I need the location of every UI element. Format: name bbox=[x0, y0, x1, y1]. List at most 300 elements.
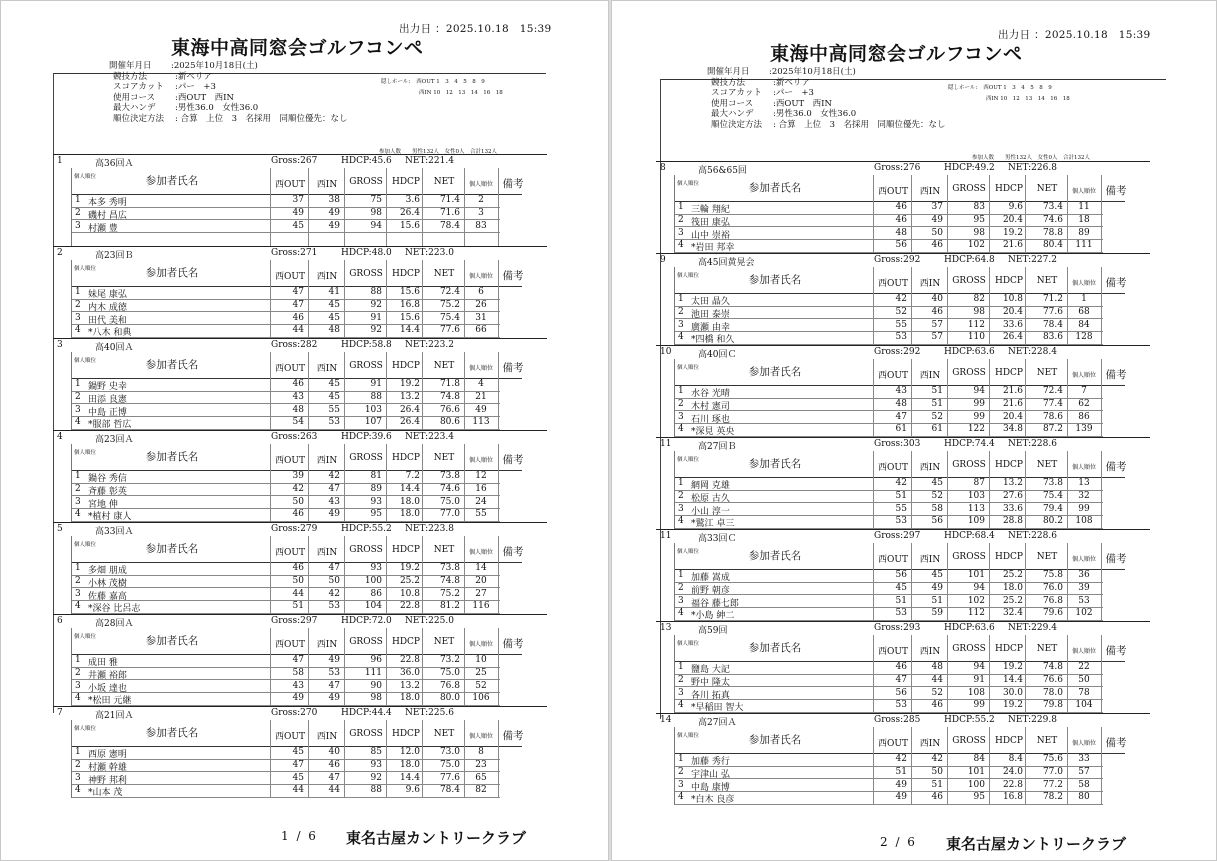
player-net: 77.0 bbox=[1042, 766, 1063, 777]
header-gross: GROSS bbox=[349, 637, 383, 647]
player-name: 各川 拓真 bbox=[691, 690, 730, 701]
team-block bbox=[53, 430, 547, 522]
player-name: 石川 琢也 bbox=[691, 414, 730, 425]
player-index: 1 bbox=[678, 202, 684, 212]
rule-row bbox=[707, 88, 945, 99]
player-net: 76.0 bbox=[1042, 582, 1063, 593]
player-net: 75.0 bbox=[439, 667, 460, 678]
column-divider bbox=[422, 352, 423, 430]
player-out-score: 46 bbox=[895, 662, 907, 672]
player-gross: 93 bbox=[370, 496, 382, 507]
header-player-name: 参加者氏名 bbox=[145, 267, 199, 279]
player-gross: 95 bbox=[973, 214, 985, 225]
team-net: NET:225.0 bbox=[405, 616, 454, 626]
player-row bbox=[72, 220, 500, 234]
player-row bbox=[675, 607, 1103, 621]
player-index: 2 bbox=[75, 299, 81, 310]
player-index: 1 bbox=[75, 471, 81, 481]
header-player-name: 参加者氏名 bbox=[748, 182, 802, 194]
player-gross: 104 bbox=[364, 601, 382, 612]
header-remarks: 備考 bbox=[502, 546, 524, 558]
rule-row bbox=[109, 93, 347, 104]
player-individual-rank: 83 bbox=[475, 220, 487, 231]
player-row bbox=[675, 385, 1103, 399]
rule-value: :男性36.0 女性36.0 bbox=[773, 109, 857, 120]
player-out-score: 42 bbox=[895, 754, 907, 764]
player-individual-rank: 62 bbox=[1078, 398, 1090, 409]
team-net: NET:228.4 bbox=[1008, 347, 1057, 357]
column-headers bbox=[675, 175, 1125, 202]
player-in-score: 51 bbox=[931, 386, 943, 396]
rule-row bbox=[109, 103, 347, 114]
player-net: 77.6 bbox=[439, 325, 460, 336]
player-row bbox=[72, 299, 500, 313]
player-index: 3 bbox=[75, 404, 81, 415]
player-index: 1 bbox=[75, 379, 81, 389]
column-divider bbox=[1101, 175, 1102, 253]
player-net: 73.8 bbox=[1042, 478, 1063, 488]
rule-value: :新ペリア bbox=[175, 71, 212, 82]
player-index: 2 bbox=[75, 667, 81, 678]
player-individual-rank: 23 bbox=[475, 759, 487, 770]
column-divider bbox=[1067, 635, 1068, 713]
player-index: 2 bbox=[678, 214, 684, 225]
rule-value: : 合算 上位 3 名採用 同順位優先：なし bbox=[773, 119, 946, 130]
player-individual-rank: 20 bbox=[475, 575, 487, 586]
column-divider bbox=[270, 168, 271, 246]
column-headers bbox=[675, 267, 1125, 294]
header-player-name: 参加者氏名 bbox=[145, 635, 199, 647]
player-in-score: 57 bbox=[931, 319, 943, 330]
player-hdcp: 13.2 bbox=[399, 680, 420, 691]
player-net: 76.8 bbox=[439, 680, 460, 691]
team-name: 高27回Ｂ bbox=[698, 442, 737, 452]
hidden-holes-row bbox=[948, 83, 1070, 94]
club-name: 東名古屋カントリークラブ bbox=[346, 829, 527, 847]
player-out-score: 46 bbox=[292, 509, 304, 520]
column-divider bbox=[498, 352, 499, 430]
rule-value: :新ペリア bbox=[773, 77, 810, 88]
player-hdcp: 18.0 bbox=[399, 509, 420, 520]
player-hdcp: 36.0 bbox=[399, 667, 420, 678]
team-hdcp: HDCP:48.0 bbox=[341, 248, 392, 258]
team-hdcp: HDCP:49.2 bbox=[944, 163, 995, 173]
player-name: *岩田 邦幸 bbox=[691, 243, 735, 254]
team-hdcp: HDCP:55.2 bbox=[944, 715, 995, 725]
column-divider bbox=[464, 628, 465, 706]
player-out-score: 39 bbox=[292, 471, 304, 481]
player-hdcp: 19.2 bbox=[399, 563, 420, 573]
team-rank: 11 bbox=[660, 531, 672, 541]
player-out-score: 47 bbox=[292, 287, 304, 297]
header-net: NET bbox=[433, 453, 455, 463]
team-header bbox=[656, 715, 1150, 727]
player-individual-rank: 108 bbox=[1075, 516, 1093, 527]
header-west-in: 西IN bbox=[919, 463, 941, 473]
player-out-score: 49 bbox=[895, 779, 907, 790]
player-net: 83.6 bbox=[1042, 332, 1063, 343]
player-row bbox=[675, 661, 1103, 675]
player-name: 網岡 克雄 bbox=[691, 481, 730, 491]
column-headers bbox=[72, 720, 522, 747]
column-divider bbox=[386, 352, 387, 430]
player-in-score: 51 bbox=[931, 779, 943, 790]
player-individual-rank: 68 bbox=[1078, 306, 1090, 317]
player-individual-rank: 104 bbox=[1075, 700, 1093, 711]
team-name: 高56&65回 bbox=[698, 166, 747, 176]
team-name: 高40回Ａ bbox=[95, 343, 134, 353]
header-hdcp: HDCP bbox=[994, 368, 1023, 378]
player-net: 80.4 bbox=[1042, 240, 1063, 251]
player-name: *早稲田 智大 bbox=[691, 703, 744, 714]
player-row bbox=[72, 416, 500, 430]
event-date-row bbox=[707, 67, 945, 78]
player-name: 小林 茂樹 bbox=[88, 578, 127, 589]
player-in-score: 46 bbox=[931, 306, 943, 317]
player-net: 87.2 bbox=[1042, 424, 1063, 435]
player-name: 鍋谷 秀信 bbox=[88, 474, 127, 484]
team-name: 高36回Ａ bbox=[95, 159, 134, 169]
team-block bbox=[656, 529, 1150, 621]
hidden-holes bbox=[948, 83, 1070, 105]
player-net: 71.4 bbox=[439, 195, 460, 205]
header-individual-rank: 個人順位 bbox=[468, 549, 493, 556]
header-player-name: 参加者氏名 bbox=[748, 458, 802, 470]
team-gross: Gross:292 bbox=[874, 255, 921, 265]
column-divider bbox=[344, 260, 345, 338]
column-divider bbox=[989, 727, 990, 805]
player-individual-rank: 27 bbox=[475, 588, 487, 599]
player-in-score: 52 bbox=[931, 411, 943, 422]
player-name: *鷲江 卓三 bbox=[691, 519, 735, 530]
column-divider bbox=[911, 359, 912, 437]
header-gross: GROSS bbox=[349, 545, 383, 555]
player-hdcp: 19.2 bbox=[1002, 227, 1023, 238]
player-hdcp: 9.6 bbox=[1008, 202, 1023, 212]
player-net: 75.0 bbox=[439, 496, 460, 507]
player-gross: 94 bbox=[370, 220, 382, 231]
column-divider bbox=[344, 536, 345, 614]
header-hdcp: HDCP bbox=[391, 269, 420, 279]
team-header bbox=[53, 156, 547, 168]
team-net: NET:228.6 bbox=[1008, 531, 1057, 541]
player-index: 2 bbox=[678, 674, 684, 685]
header-west-out: 西OUT bbox=[275, 272, 305, 282]
player-net: 72.4 bbox=[439, 287, 460, 297]
header-rank: 個人順位 bbox=[74, 450, 97, 456]
column-headers bbox=[72, 168, 522, 195]
team-header bbox=[53, 616, 547, 628]
header-player-name: 参加者氏名 bbox=[145, 175, 199, 187]
team-name: 高21回Ａ bbox=[95, 711, 134, 721]
header-individual-rank: 個人順位 bbox=[468, 181, 493, 188]
column-divider bbox=[873, 267, 874, 345]
player-gross: 94 bbox=[973, 582, 985, 593]
rule-row bbox=[707, 78, 945, 89]
rule-value: :パー +3 bbox=[175, 82, 216, 93]
header-individual-rank: 個人順位 bbox=[1071, 740, 1096, 747]
player-out-score: 47 bbox=[292, 655, 304, 665]
player-index: 2 bbox=[678, 306, 684, 317]
header-remarks: 備考 bbox=[1105, 369, 1127, 381]
header-rank: 個人順位 bbox=[74, 358, 97, 364]
player-out-score: 47 bbox=[292, 759, 304, 770]
header-west-in: 西IN bbox=[316, 272, 338, 282]
player-in-score: 44 bbox=[931, 674, 943, 685]
header-net: NET bbox=[433, 361, 455, 371]
player-in-score: 41 bbox=[328, 287, 340, 297]
player-hdcp: 3.6 bbox=[405, 195, 420, 205]
player-net: 75.0 bbox=[439, 759, 460, 770]
rule-value: :西OUT 西IN bbox=[773, 98, 832, 109]
column-divider bbox=[422, 168, 423, 246]
player-name: 成田 雅 bbox=[88, 658, 118, 668]
column-divider bbox=[911, 267, 912, 345]
header-hdcp: HDCP bbox=[994, 276, 1023, 286]
player-hdcp: 18.0 bbox=[1002, 582, 1023, 593]
player-hdcp: 21.6 bbox=[1002, 386, 1023, 396]
player-out-score: 43 bbox=[292, 391, 304, 402]
player-index: 4 bbox=[75, 509, 81, 520]
column-headers bbox=[72, 628, 522, 655]
player-out-score: 50 bbox=[292, 496, 304, 507]
player-individual-rank: 25 bbox=[475, 667, 487, 678]
player-hdcp: 13.2 bbox=[399, 391, 420, 402]
player-in-score: 45 bbox=[328, 391, 340, 402]
header-gross: GROSS bbox=[952, 460, 986, 470]
player-row bbox=[72, 378, 500, 392]
player-hdcp: 16.8 bbox=[1002, 792, 1023, 803]
header-west-out: 西OUT bbox=[878, 555, 908, 565]
column-divider bbox=[1025, 727, 1026, 805]
team-gross: Gross:270 bbox=[271, 708, 318, 718]
header-remarks: 備考 bbox=[502, 638, 524, 650]
header-west-out: 西OUT bbox=[878, 647, 908, 657]
player-index: 4 bbox=[75, 601, 81, 612]
player-net: 77.4 bbox=[1042, 398, 1063, 409]
header-individual-rank: 個人順位 bbox=[468, 641, 493, 648]
player-row bbox=[675, 477, 1103, 491]
player-net: 78.6 bbox=[1042, 411, 1063, 422]
player-out-score: 50 bbox=[292, 575, 304, 586]
rule-label: 順位決定方法 bbox=[711, 119, 763, 130]
player-index: 4 bbox=[75, 785, 81, 796]
header-west-in: 西IN bbox=[919, 187, 941, 197]
player-index: 4 bbox=[75, 693, 81, 704]
header-hdcp: HDCP bbox=[994, 184, 1023, 194]
player-name: 加藤 秀行 bbox=[691, 757, 730, 767]
column-divider bbox=[989, 175, 990, 253]
player-net: 80.0 bbox=[439, 693, 460, 704]
column-divider bbox=[1025, 451, 1026, 529]
team-score-table bbox=[674, 175, 1125, 253]
player-out-score: 45 bbox=[292, 772, 304, 783]
player-net: 71.6 bbox=[439, 207, 460, 218]
player-hdcp: 21.6 bbox=[1002, 398, 1023, 409]
player-name: 磯村 昌広 bbox=[88, 210, 127, 221]
header-player-name: 参加者氏名 bbox=[748, 734, 802, 746]
team-block bbox=[53, 706, 547, 798]
rule-label: 使用コース bbox=[711, 98, 754, 109]
player-index: 1 bbox=[678, 386, 684, 396]
player-individual-rank: 36 bbox=[1078, 570, 1090, 580]
player-net: 78.8 bbox=[1042, 227, 1063, 238]
hidden-holes-out: 西OUT 1 3 4 5 8 9 bbox=[416, 79, 485, 85]
column-divider bbox=[873, 175, 874, 253]
player-gross: 99 bbox=[973, 700, 985, 711]
header-rank: 個人順位 bbox=[677, 365, 700, 371]
player-row bbox=[72, 600, 500, 614]
player-name: 廣瀬 由幸 bbox=[691, 322, 730, 333]
player-in-score: 46 bbox=[328, 759, 340, 770]
player-gross: 108 bbox=[967, 687, 985, 698]
rule-row bbox=[109, 82, 347, 93]
player-hdcp: 18.0 bbox=[399, 759, 420, 770]
player-in-score: 43 bbox=[328, 496, 340, 507]
player-gross: 91 bbox=[370, 379, 382, 389]
player-row bbox=[675, 293, 1103, 307]
column-divider bbox=[873, 727, 874, 805]
hidden-holes-out: 西OUT 1 3 4 5 8 9 bbox=[983, 85, 1052, 91]
player-in-score: 47 bbox=[328, 483, 340, 494]
player-net: 71.8 bbox=[439, 379, 460, 389]
header-individual-rank: 個人順位 bbox=[468, 733, 493, 740]
header-hdcp: HDCP bbox=[391, 361, 420, 371]
team-header bbox=[53, 432, 547, 444]
player-out-score: 37 bbox=[292, 195, 304, 205]
player-hdcp: 27.6 bbox=[1002, 490, 1023, 501]
team-gross: Gross:282 bbox=[271, 340, 318, 350]
team-net: NET:229.4 bbox=[1008, 623, 1057, 633]
player-row bbox=[72, 667, 500, 681]
player-in-score: 49 bbox=[328, 693, 340, 704]
player-index: 4 bbox=[678, 516, 684, 527]
player-gross: 83 bbox=[973, 202, 985, 212]
player-individual-rank: 49 bbox=[475, 404, 487, 415]
column-divider bbox=[1067, 267, 1068, 345]
column-divider bbox=[270, 260, 271, 338]
player-gross: 81 bbox=[370, 471, 382, 481]
header-remarks: 備考 bbox=[1105, 553, 1127, 565]
hidden-holes bbox=[381, 77, 503, 99]
header-player-name: 参加者氏名 bbox=[145, 359, 199, 371]
team-gross: Gross:293 bbox=[874, 623, 921, 633]
column-divider bbox=[947, 727, 948, 805]
team-block bbox=[656, 161, 1150, 253]
player-index: 1 bbox=[678, 294, 684, 304]
player-hdcp: 33.6 bbox=[1002, 319, 1023, 330]
player-out-score: 47 bbox=[895, 411, 907, 422]
header-remarks: 備考 bbox=[502, 454, 524, 466]
header-west-out: 西OUT bbox=[878, 739, 908, 749]
player-gross: 95 bbox=[973, 792, 985, 803]
player-hdcp: 14.4 bbox=[399, 325, 420, 336]
player-in-score: 47 bbox=[328, 563, 340, 573]
player-in-score: 56 bbox=[931, 516, 943, 527]
player-name: *深見 英央 bbox=[691, 427, 735, 438]
header-individual-rank: 個人順位 bbox=[468, 457, 493, 464]
team-gross: Gross:271 bbox=[271, 248, 318, 258]
player-out-score: 51 bbox=[292, 601, 304, 612]
header-net: NET bbox=[433, 545, 455, 555]
team-block bbox=[656, 621, 1150, 713]
column-divider bbox=[344, 352, 345, 430]
column-divider bbox=[386, 720, 387, 798]
header-hdcp: HDCP bbox=[994, 644, 1023, 654]
player-row bbox=[72, 286, 500, 300]
player-in-score: 57 bbox=[931, 332, 943, 343]
player-gross: 99 bbox=[973, 411, 985, 422]
team-net: NET:223.4 bbox=[405, 432, 454, 442]
player-index: 3 bbox=[678, 319, 684, 330]
player-gross: 100 bbox=[364, 575, 382, 586]
header-west-out: 西OUT bbox=[878, 463, 908, 473]
player-individual-rank: 53 bbox=[1078, 595, 1090, 606]
team-name: 高23回Ａ bbox=[95, 435, 134, 445]
column-divider bbox=[386, 260, 387, 338]
header-hdcp: HDCP bbox=[391, 177, 420, 187]
player-index: 4 bbox=[678, 700, 684, 711]
player-hdcp: 22.8 bbox=[1002, 779, 1023, 790]
team-header bbox=[656, 163, 1150, 175]
player-individual-rank: 6 bbox=[478, 287, 484, 297]
column-divider bbox=[947, 267, 948, 345]
player-row bbox=[72, 575, 500, 589]
player-name: 井瀬 裕郎 bbox=[88, 670, 127, 681]
team-rank: 9 bbox=[660, 255, 666, 265]
player-gross: 84 bbox=[973, 754, 985, 764]
header-net: NET bbox=[1036, 736, 1058, 746]
player-net: 73.0 bbox=[439, 747, 460, 757]
header-west-out: 西OUT bbox=[275, 364, 305, 374]
player-gross: 98 bbox=[973, 306, 985, 317]
header-gross: GROSS bbox=[349, 361, 383, 371]
column-divider bbox=[422, 536, 423, 614]
header-remarks: 備考 bbox=[502, 270, 524, 282]
player-hdcp: 26.4 bbox=[1002, 332, 1023, 343]
column-divider bbox=[989, 543, 990, 621]
column-divider bbox=[1025, 359, 1026, 437]
player-gross: 86 bbox=[370, 588, 382, 599]
player-in-score: 51 bbox=[931, 595, 943, 606]
header-west-in: 西IN bbox=[316, 732, 338, 742]
team-score-table bbox=[674, 267, 1125, 345]
header-net: NET bbox=[433, 269, 455, 279]
player-hdcp: 20.4 bbox=[1002, 306, 1023, 317]
column-divider bbox=[498, 628, 499, 706]
rule-row bbox=[707, 120, 945, 131]
player-name: 村瀬 豊 bbox=[88, 223, 118, 234]
player-net: 75.4 bbox=[439, 312, 460, 323]
player-individual-rank: 7 bbox=[1081, 386, 1087, 396]
column-divider bbox=[498, 720, 499, 798]
column-divider bbox=[947, 451, 948, 529]
player-index: 3 bbox=[678, 411, 684, 422]
player-gross: 122 bbox=[967, 424, 985, 435]
player-in-score: 46 bbox=[931, 792, 943, 803]
column-divider bbox=[1025, 543, 1026, 621]
player-index: 4 bbox=[678, 792, 684, 803]
column-divider bbox=[873, 359, 874, 437]
player-in-score: 58 bbox=[931, 503, 943, 514]
player-in-score: 37 bbox=[931, 202, 943, 212]
player-in-score: 40 bbox=[328, 747, 340, 757]
player-in-score: 42 bbox=[931, 754, 943, 764]
player-row bbox=[675, 779, 1103, 793]
player-row bbox=[675, 319, 1103, 333]
team-score-table bbox=[71, 444, 522, 522]
header-west-out: 西OUT bbox=[275, 548, 305, 558]
